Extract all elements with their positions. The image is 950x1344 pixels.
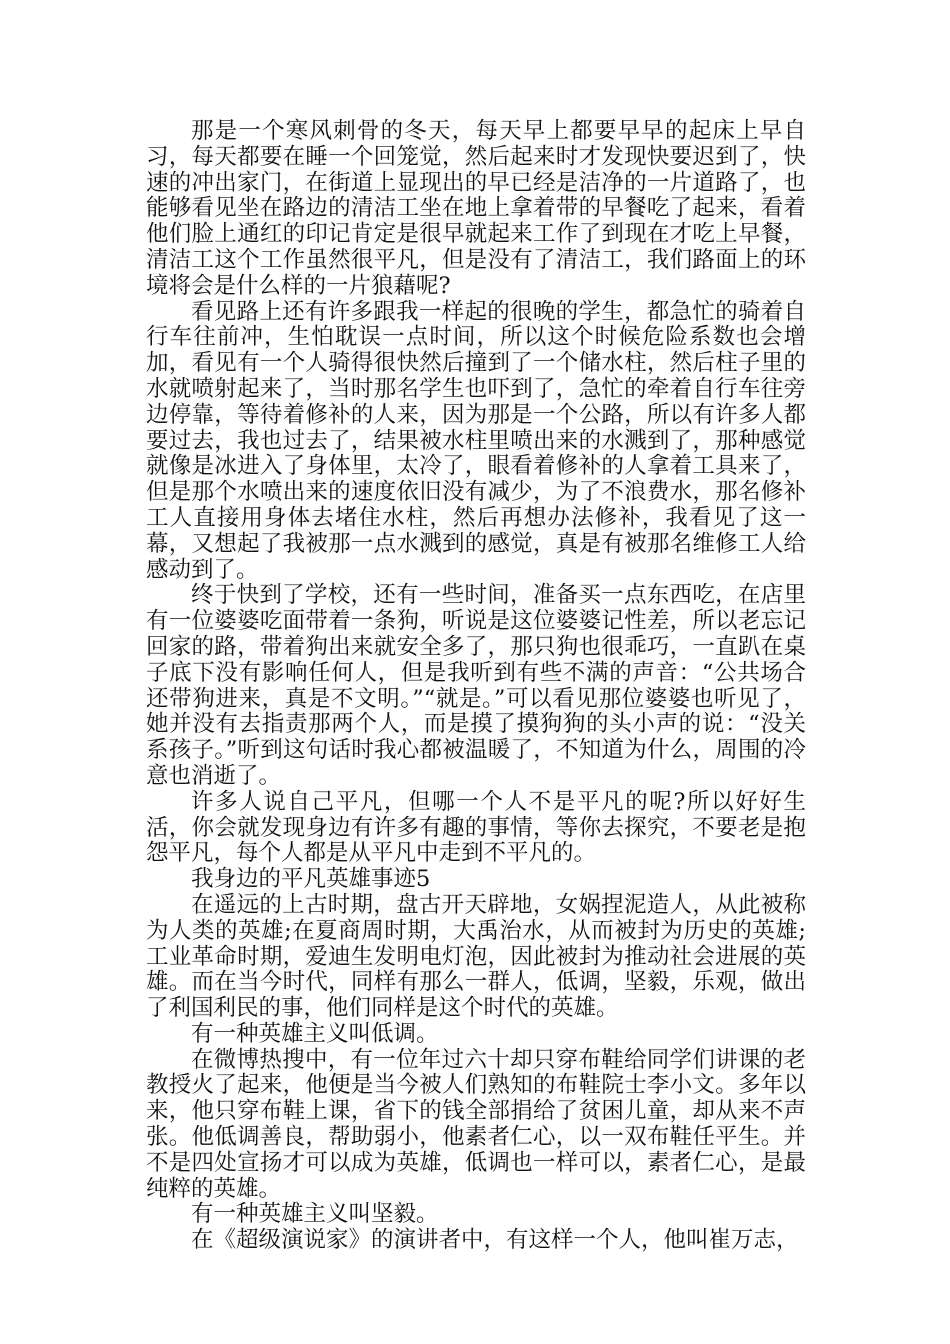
subheading-perseverance-heroism: 有一种英雄主义叫坚毅。 <box>191 1201 439 1228</box>
document-page <box>146 119 806 1254</box>
paragraph-winter-cleaner: 那是一个寒风刺骨的冬天，每天早上都要早早的起床上早自习，每天都要在睡一个回笼觉，然后起来时才发现快要迟到了，快速的冲出家门，在街道上显现出的早已经是洁净的一片道路了，也能够看见坐在路边的清洁工坐在地上拿着带的早餐吃了起来，看着他们脸上通红的印记肯定是很早就起来工作了到现在才吃上早餐，清洁工这个工作虽然很平凡，但是没有了清洁工，我们路面上的环境将会是什么样的一片狼藉呢? <box>146 118 806 299</box>
paragraph-heroes-through-history: 在遥远的上古时期，盘古开天辟地，女娲捏泥造人，从此被称为人类的英雄;在夏商周时期，大禹治水，从而被封为历史的英雄;工业革命时期，爱迪生发明电灯泡，因此被封为推动社会进展的英雄。而在当今时代，同样有那么一群人，低调，坚毅，乐观，做出了利国利民的事，他们同样是这个时代的英雄。 <box>146 891 806 1022</box>
paragraph-ordinary-life: 许多人说自己平凡，但哪一个人不是平凡的呢?所以好好生活，你会就发现身边有许多有趣的事情，等你去探究，不要老是抱怨平凡，每个人都是从平凡中走到不平凡的。 <box>146 788 806 867</box>
subheading-low-key-heroism: 有一种英雄主义叫低调。 <box>191 1020 439 1047</box>
paragraph-water-pipe-repair: 看见路上还有许多跟我一样起的很晚的学生，都急忙的骑着自行车往前冲，生怕耽误一点时间，所以这个时候危险系数也会增加，看见有一个人骑得很快然后撞到了一个储水柱，然后柱子里的水就喷射起来了，当时那名学生也吓到了，急忙的牵着自行车往旁边停靠，等待着修补的人来，因为那是一个公路，所以有许多人都要过去，我也过去了，结果被水柱里喷出来的水溅到了，那种感觉就像是冰进入了身体里，太冷了，眼看着修补的人拿着工具来了，但是那个水喷出来的速度依旧没有减少，为了不浪费水，那名修补工人直接用身体去堵住水柱，然后再想办法修补，我看见了这一幕，又想起了我被那一点水溅到的感觉，真是有被那名维修工人给感动到了。 <box>146 298 806 583</box>
section-heading: 我身边的平凡英雄事迹5 <box>191 866 431 893</box>
paragraph-professor-li-xiaowen: 在微博热搜中，有一位年过六十却只穿布鞋给同学们讲课的老教授火了起来，他便是当今被人们熟知的布鞋院士李小文。多年以来，他只穿布鞋上课，省下的钱全部捐给了贫困儿童，却从来不声张。他低调善良，帮助弱小，他素者仁心，以一双布鞋任平生。并不是四处宣扬才可以成为英雄，低调也一样可以，素者仁心，是最纯粹的英雄。 <box>146 1046 806 1202</box>
paragraph-grandma-and-dog: 终于快到了学校，还有一些时间，准备买一点东西吃，在店里有一位婆婆吃面带着一条狗，听说是这位婆婆记性差，所以老忘记回家的路，带着狗出来就安全多了，那只狗也很乖巧，一直趴在桌子底下没有影响任何人，但是我听到有些不满的声音：“公共场合还带狗进来，真是不文明。”“就是。”可以看见那位婆婆也听见了，她并没有去指责那两个人，而是摸了摸狗狗的头小声的说：“没关系孩子。”听到这句话时我心都被温暖了，不知道为什么，周围的冷意也消逝了。 <box>146 582 806 789</box>
paragraph-cui-wanzhi: 在《超级演说家》的演讲者中，有这样一个人，他叫崔万志， <box>191 1227 799 1254</box>
